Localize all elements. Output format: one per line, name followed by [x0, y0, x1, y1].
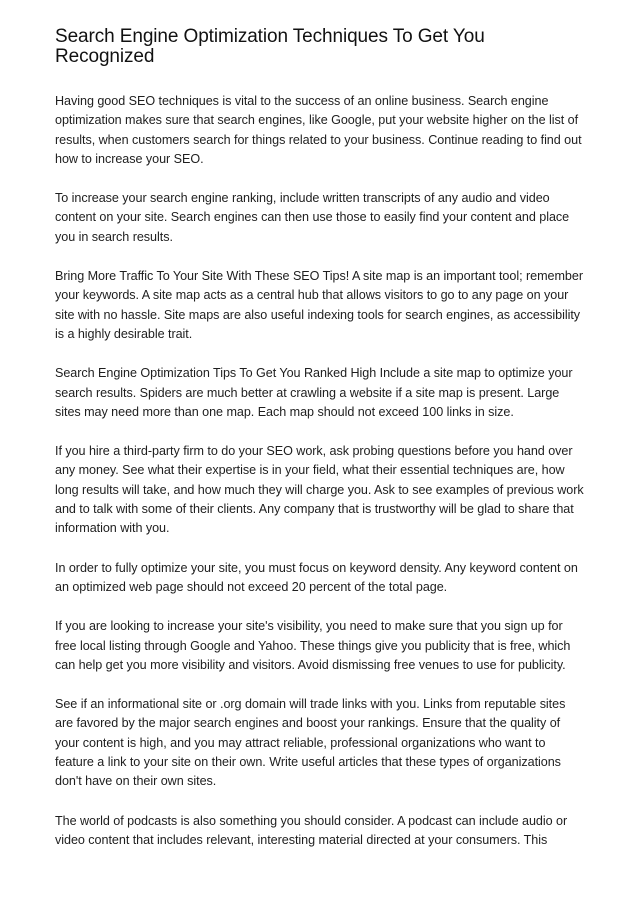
paragraph-link-trading: See if an informational site or .org domain will trade links with you. Links from reputable sites are favored by the major search engines and boost your rankings. Ensure that the quality of your content is high, and you may attract reliable, professional organizations who want to feature a link to your site on their own. Write useful articles that these types of organizations don't have on their own sites. — [55, 697, 566, 789]
paragraph-site-map-hub: Bring More Traffic To Your Site With These SEO Tips! A site map is an important tool; remember your keywords. A site map acts as a central hub that allows visitors to go to any page on your site with no hassle. Site maps are also useful indexing tools for search engines, as accessibility is a highly desirable trait. — [55, 269, 583, 341]
paragraph-podcasts: The world of podcasts is also something you should consider. A podcast can include audio or video content that includes relevant, interesting material directed at your consumers. This — [55, 813, 568, 847]
paragraph-intro: Having good SEO techniques is vital to the success of an online business. Search engine optimization makes sure that search engines, like Google, put your website higher on the list of results, when customers search for things related to your business. Continue reading to find out how to increase your SEO. — [55, 94, 582, 166]
paragraph-third-party-firm: If you hire a third-party firm to do your SEO work, ask probing questions before you hand over any money. See what their expertise is in your field, what their essential techniques are, how long results will take, and how much they will charge you. Ask to see examples of previous work and to talk with some of their clients. Any company that is trustworthy will be glad to share that information with you. — [55, 444, 584, 536]
paragraph-local-listing: If you are looking to increase your site's visibility, you need to make sure that you sign up for free local listing through Google and Yahoo. These things give you publicity that is free, which can help get you more visibility and visitors. Avoid dismissing free venues to use for publicity. — [55, 619, 571, 672]
paragraph-site-map-size: Search Engine Optimization Tips To Get You Ranked High Include a site map to optimize your search results. Spiders are much better at crawling a website if a site map is present. Large sites may need more than one map. Each map should not exceed 100 links in size. — [55, 366, 573, 419]
document-title: Search Engine Optimization Techniques To Get You Recognized — [55, 26, 485, 67]
paragraph-keyword-density: In order to fully optimize your site, you must focus on keyword density. Any keyword content on an optimized web page should not exceed 20 percent of the total page. — [55, 560, 578, 594]
paragraph-transcripts: To increase your search engine ranking, include written transcripts of any audio and video content on your site. Search engines can then use those to easily find your content and place you in search results. — [55, 191, 570, 244]
